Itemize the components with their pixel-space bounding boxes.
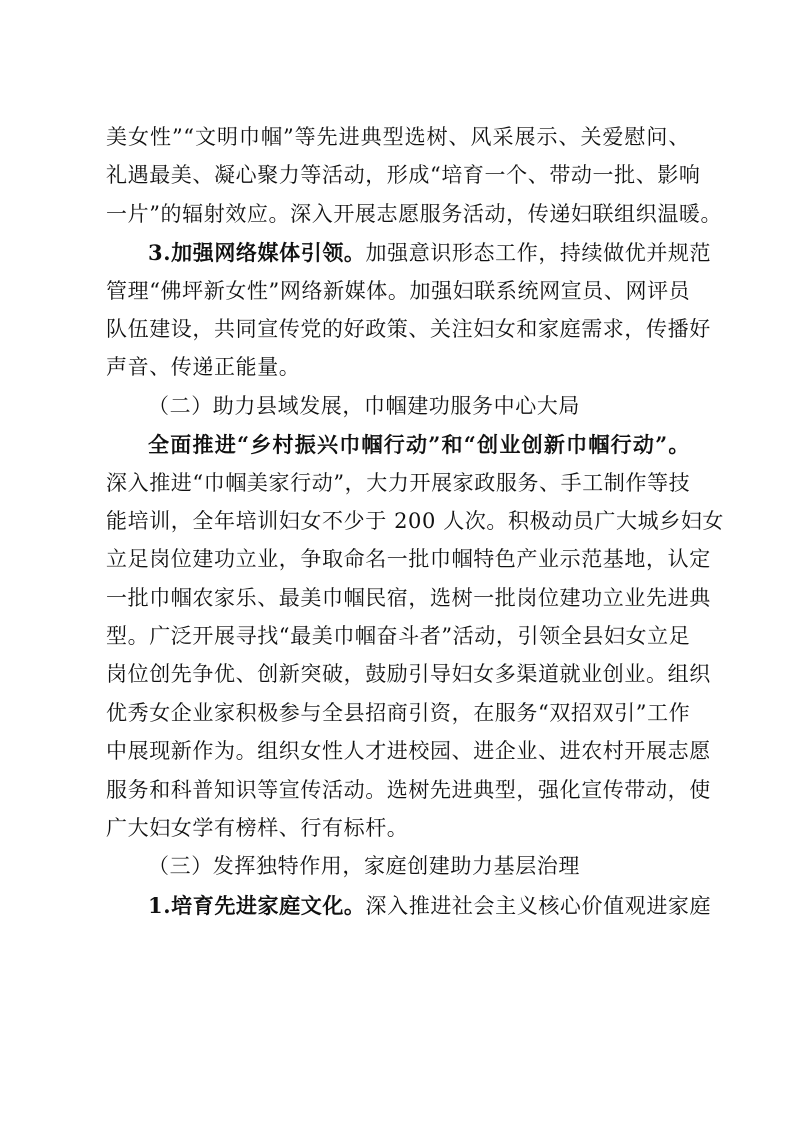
text-line: 型。广泛开展寻找“最美巾帼奋斗者”活动，引领全县妇女立足 — [106, 624, 691, 649]
text-line: 队伍建设，共同宣传党的好政策、关注妇女和家庭需求，传播好 — [106, 316, 711, 341]
text-line: 一批巾帼农家乐、最美巾帼民宿，选树一批岗位建功立业先进典 — [106, 585, 711, 610]
text-line: 一片”的辐射效应。深入开展志愿服务活动，传递妇联组织温暖。 — [106, 201, 723, 226]
text-line: 中展现新作为。组织女性人才进校园、进企业、进农村开展志愿 — [106, 739, 711, 764]
text-span: 加强意识形态工作，持续做优并规范 — [365, 241, 712, 266]
text-line — [106, 237, 712, 268]
text-line: 广大妇女学有榜样、行有标杆。 — [106, 816, 409, 841]
text-line: 立足岗位建功立业，争取命名一批巾帼特色产业示范基地，认定 — [106, 547, 711, 572]
text-line: 岗位创先争优、创新突破，鼓励引导妇女多渠道就业创业。组织 — [106, 662, 711, 687]
text-line: 优秀女企业家积极参与全县招商引资，在服务“双招双引”工作 — [106, 700, 691, 725]
text-line: 礼遇最美、凝心聚力等活动，形成“培育一个、带动一批、影响 — [106, 163, 701, 188]
text-line: 能培训，全年培训妇女不少于 200 人次。积极动员广大城乡妇女 — [106, 508, 725, 533]
section-lead-heading: 1.培育先进家庭文化。 — [148, 892, 366, 918]
text-span: 深入推进社会主义核心价值观进家庭 — [365, 893, 712, 918]
text-line: 深入推进“巾帼美家行动”，大力开展家政服务、手工制作等技 — [106, 470, 691, 495]
section-lead-heading: 3.加强网络媒体引领。 — [148, 240, 366, 266]
text-line: 声音、传递正能量。 — [106, 355, 301, 380]
document-body — [106, 122, 725, 928]
text-line: 管理“佛坪新女性”网络新媒体。加强妇联系统网宣员、网评员 — [106, 278, 691, 303]
section-heading: （三）发挥独特作用，家庭创建助力基层治理 — [148, 854, 580, 879]
section-heading: （二）助力县域发展，巾帼建功服务中心大局 — [148, 393, 580, 418]
section-lead-heading: 全面推进“乡村振兴巾帼行动”和“创业创新巾帼行动”。 — [148, 432, 690, 458]
text-line: 服务和科普知识等宣传活动。选树先进典型，强化宣传带动，使 — [106, 777, 711, 802]
text-line: 美女性”“文明巾帼”等先进典型选树、风采展示、关爱慰问、 — [106, 125, 690, 149]
text-line — [106, 890, 712, 921]
